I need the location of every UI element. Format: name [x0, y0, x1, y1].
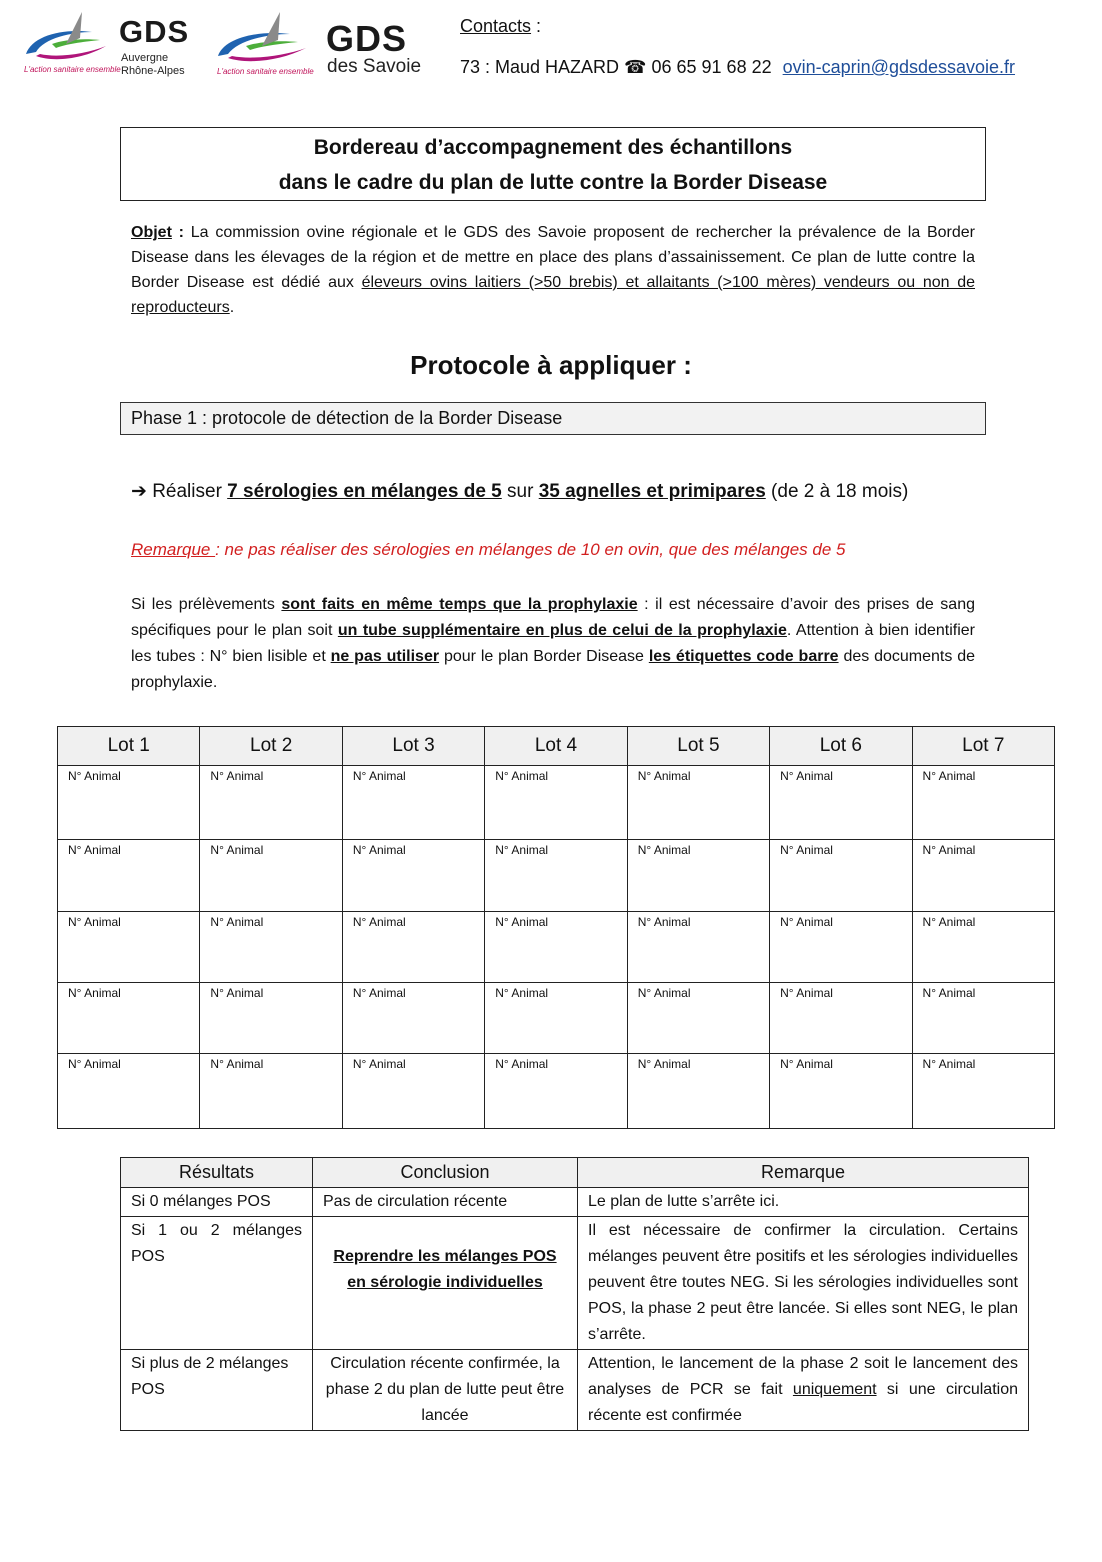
- animal-number-field[interactable]: N° Animal: [770, 1054, 912, 1129]
- animal-number-field[interactable]: N° Animal: [58, 1054, 200, 1129]
- logo-gds-auvergne-rhone-alpes: [22, 10, 207, 82]
- arrow-right-icon: ➔: [131, 481, 147, 502]
- remarque-header: Remarque: [578, 1158, 1029, 1188]
- animal-number-field[interactable]: N° Animal: [485, 1054, 627, 1129]
- table-row: [121, 1188, 1029, 1217]
- gds-swoosh-logo-icon: [214, 10, 324, 70]
- table-row: [121, 1350, 1029, 1431]
- results-header-row: [121, 1158, 1029, 1188]
- animal-number-field[interactable]: N° Animal: [485, 766, 627, 840]
- conclusion-cell: Circulation récente confirmée, la phase 2 du plan de lutte peut être lancée: [313, 1350, 578, 1431]
- phase1-heading: Phase 1 : protocole de détection de la Border Disease: [120, 402, 986, 435]
- contact-email-link[interactable]: ovin-caprin@gdsdessavoie.fr: [782, 57, 1016, 77]
- remarque-cell: Le plan de lutte s’arrête ici.: [578, 1188, 1029, 1217]
- conclusion-cell: Reprendre les mélanges POS en sérologie individuelles: [313, 1217, 578, 1350]
- animal-number-field[interactable]: N° Animal: [627, 983, 769, 1054]
- animal-number-field[interactable]: N° Animal: [58, 840, 200, 912]
- animal-number-field[interactable]: N° Animal: [200, 766, 342, 840]
- lot-header: Lot 6: [770, 727, 912, 766]
- prelevements-paragraph: Si les prélèvements sont faits en même temps que la prophylaxie : il est nécessaire d’avoir des prises de sang spécifiques pour le plan soit un tube supplémentaire en plus de celui de la prophylaxie. Attention à bien identifier les tubes : N° bien lisible et ne pas utiliser pour le plan Border Disease les étiquettes code barre des documents de prophylaxie.: [131, 596, 976, 691]
- animal-number-field[interactable]: N° Animal: [200, 840, 342, 912]
- contact-name: 73 : Maud HAZARD: [460, 57, 625, 77]
- lot-header: Lot 1: [58, 727, 200, 766]
- table-row: [58, 912, 1055, 983]
- contact-phone: 06 65 91 68 22: [646, 57, 772, 77]
- resultat-cell: Si plus de 2 mélanges POS: [121, 1350, 313, 1431]
- logo-gds-des-savoie: [214, 10, 424, 82]
- animal-number-field[interactable]: N° Animal: [485, 983, 627, 1054]
- remarque-cell: Attention, le lancement de la phase 2 soit le lancement des analyses de PCR se fait uniquement si une circulation récente est confirmée: [578, 1350, 1029, 1431]
- objet-label: Objet: [131, 224, 172, 241]
- lot-header: Lot 2: [200, 727, 342, 766]
- logo1-region: Auvergne Rhône-Alpes: [121, 52, 185, 77]
- logos: [22, 10, 422, 82]
- animal-number-field[interactable]: N° Animal: [627, 1054, 769, 1129]
- logo1-tagline: L'action sanitaire ensemble: [24, 65, 121, 74]
- logo1-name: GDS: [119, 14, 190, 49]
- animal-number-field[interactable]: N° Animal: [912, 840, 1054, 912]
- animal-number-field[interactable]: N° Animal: [342, 912, 484, 983]
- animal-number-field[interactable]: N° Animal: [627, 840, 769, 912]
- animal-number-field[interactable]: N° Animal: [770, 840, 912, 912]
- lot-header: Lot 7: [912, 727, 1054, 766]
- animal-number-field[interactable]: N° Animal: [342, 766, 484, 840]
- results-header: Résultats: [121, 1158, 313, 1188]
- animal-number-field[interactable]: N° Animal: [485, 840, 627, 912]
- logo2-tagline: L'action sanitaire ensemble: [217, 67, 314, 76]
- logo2-name: GDS: [326, 18, 408, 59]
- table-row: [58, 766, 1055, 840]
- gds-swoosh-logo-icon: [22, 10, 122, 68]
- logo2-sub: des Savoie: [327, 56, 422, 77]
- animal-number-field[interactable]: N° Animal: [200, 912, 342, 983]
- animal-number-field[interactable]: N° Animal: [342, 983, 484, 1054]
- animal-number-field[interactable]: N° Animal: [627, 912, 769, 983]
- protocole-title: Protocole à appliquer :: [410, 350, 692, 380]
- table-row: [58, 1054, 1055, 1129]
- contact-line: [460, 57, 1015, 78]
- table-row: [58, 840, 1055, 912]
- animal-number-field[interactable]: N° Animal: [485, 912, 627, 983]
- animal-number-field[interactable]: N° Animal: [200, 1054, 342, 1129]
- table-row: [58, 983, 1055, 1054]
- animal-number-field[interactable]: N° Animal: [770, 912, 912, 983]
- animal-number-field[interactable]: N° Animal: [770, 983, 912, 1054]
- animal-number-field[interactable]: N° Animal: [912, 912, 1054, 983]
- animal-number-field[interactable]: N° Animal: [342, 840, 484, 912]
- lots-header-row: [58, 727, 1055, 766]
- contacts-heading: Contacts :: [460, 16, 542, 36]
- lot-header: Lot 5: [627, 727, 769, 766]
- animal-number-field[interactable]: N° Animal: [200, 983, 342, 1054]
- conclusion-cell: Pas de circulation récente: [313, 1188, 578, 1217]
- animal-number-field[interactable]: N° Animal: [58, 766, 200, 840]
- lot-header: Lot 3: [342, 727, 484, 766]
- animal-number-field[interactable]: N° Animal: [58, 912, 200, 983]
- remarque-note: Remarque : ne pas réaliser des sérologies en mélanges de 10 en ovin, que des mélanges de 5: [131, 540, 846, 559]
- resultat-cell: Si 1 ou 2 mélanges POS: [121, 1217, 313, 1350]
- realiser-instruction: ➔ Réaliser 7 sérologies en mélanges de 5 sur 35 agnelles et primipares (de 2 à 18 mois): [131, 481, 909, 502]
- animal-number-field[interactable]: N° Animal: [912, 766, 1054, 840]
- document-title: Bordereau d’accompagnement des échantillons dans le cadre du plan de lutte contre la Border Disease: [120, 127, 986, 201]
- lot-header: Lot 4: [485, 727, 627, 766]
- table-row: [121, 1217, 1029, 1350]
- results-table: [120, 1157, 1029, 1431]
- objet-paragraph: Objet : La commission ovine régionale et le GDS des Savoie proposent de rechercher la prévalence de la Border Disease dans les élevages de la région et de mettre en place des plans d’assainissement. Ce plan de lutte contre la Border Disease est dédié aux éleveurs ovins laitiers (>50 brebis) et allaitants (>100 mères) vendeurs ou non de reproducteurs.: [131, 224, 976, 316]
- animal-number-field[interactable]: N° Animal: [627, 766, 769, 840]
- animal-number-field[interactable]: N° Animal: [912, 1054, 1054, 1129]
- phone-icon: ☎: [624, 57, 647, 77]
- remarque-cell: Il est nécessaire de confirmer la circulation. Certains mélanges peuvent être positifs et les sérologies individuelles peuvent être toutes NEG. Si les sérologies individuelles sont POS, la phase 2 peut être lancée. Si elles sont NEG, le plan s’arrête.: [578, 1217, 1029, 1350]
- conclusion-header: Conclusion: [313, 1158, 578, 1188]
- resultat-cell: Si 0 mélanges POS: [121, 1188, 313, 1217]
- animal-number-field[interactable]: N° Animal: [912, 983, 1054, 1054]
- animal-number-field[interactable]: N° Animal: [342, 1054, 484, 1129]
- animal-number-field[interactable]: N° Animal: [770, 766, 912, 840]
- lots-table: [57, 726, 1055, 1129]
- animal-number-field[interactable]: N° Animal: [58, 983, 200, 1054]
